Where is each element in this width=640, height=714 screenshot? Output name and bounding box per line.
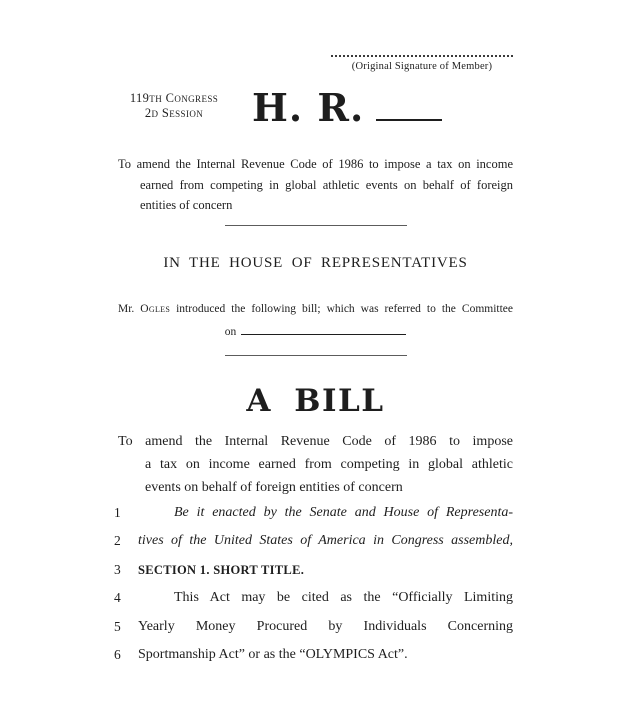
bill-type-label: H. R. (252, 85, 365, 130)
body-line (114, 584, 513, 613)
introduction-line (118, 301, 513, 317)
long-title (118, 154, 513, 216)
session-label: 2d Session (144, 106, 204, 120)
body-line (114, 641, 513, 670)
house-heading: IN THE HOUSE OF REPRESENTATIVES (163, 254, 468, 271)
body-line-text: Sportmanship Act” or as the “OLYMPICS Act”. (138, 647, 408, 662)
bill-title (118, 430, 513, 499)
bill-number-heading (252, 85, 442, 130)
signature-caption: (Original Signature of Member) (351, 61, 493, 72)
body-line (114, 499, 513, 528)
signature-block (331, 55, 513, 72)
long-title-line: earned from competing in global athletic events on behalf of foreign (140, 177, 513, 192)
body-line-text: This Act may be cited as the “Officially Limiting (174, 590, 513, 605)
body-line (114, 613, 513, 642)
line-number: 5 (114, 618, 121, 634)
bill-title-line: events on behalf of foreign entities of concern (145, 479, 403, 495)
bill-title-line: To amend the Internal Revenue Code of 1986 to impose (118, 433, 513, 449)
body-line (114, 527, 513, 556)
line-number: 1 (114, 504, 121, 520)
committee-blank (241, 333, 406, 335)
congress-session-block (118, 91, 230, 121)
signature-dotted-line (331, 55, 513, 57)
sponsor-name: Ogles (140, 302, 171, 315)
body-line-text: Yearly Money Procured by Individuals Concerning (138, 618, 513, 634)
line-number: 2 (114, 533, 121, 548)
long-title-line: To amend the Internal Revenue Code of 1986 to impose a tax on income (118, 157, 513, 171)
bill-header (118, 85, 513, 130)
committee-line (118, 324, 513, 340)
introduction-block (118, 301, 513, 340)
line-number: 3 (114, 561, 121, 577)
long-title-line: entities of concern (140, 198, 233, 212)
bill-number-blank (376, 119, 442, 121)
bill-body (114, 499, 513, 670)
body-line (114, 556, 513, 585)
body-line-text: tives of the United States of America in Congress assembled, (138, 533, 513, 548)
line-number: 6 (114, 647, 121, 662)
separator-rule (225, 355, 407, 356)
committee-prefix: on (224, 325, 237, 338)
body-line-text: Be it enacted by the Senate and House of Representa- (174, 504, 513, 520)
congress-label: 119th Congress (129, 91, 219, 105)
section-heading: SECTION 1. SHORT TITLE. (138, 562, 305, 577)
separator-rule (225, 225, 407, 226)
bill-title-line: a tax on income earned from competing in global athletic (145, 456, 513, 472)
sponsor-prefix: Mr. (118, 302, 135, 315)
bill-heading: A BILL (246, 382, 385, 419)
introduction-text: introduced the following bill; which was referred to the Committee (176, 302, 514, 315)
line-number: 4 (114, 590, 121, 605)
